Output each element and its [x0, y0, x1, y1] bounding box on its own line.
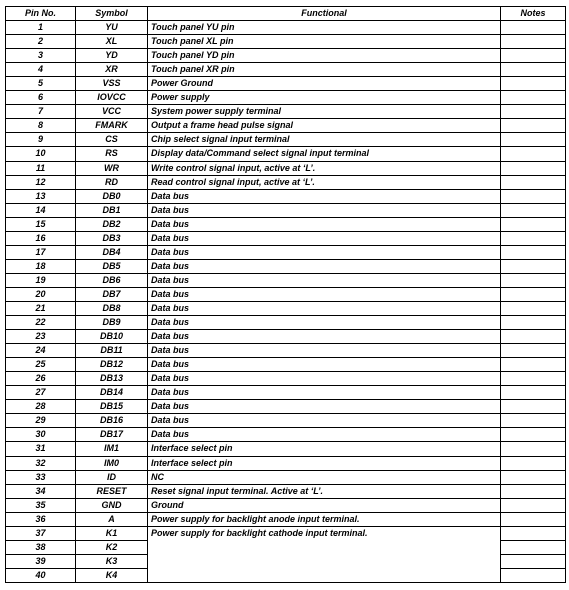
symbol-cell: DB3 [76, 231, 148, 245]
functional-cell: Touch panel YU pin [148, 21, 501, 35]
symbol-cell: K3 [76, 554, 148, 568]
symbol-cell: K4 [76, 568, 148, 582]
functional-cell: NC [148, 470, 501, 484]
functional-cell: Interface select pin [148, 442, 501, 456]
notes-cell [501, 63, 566, 77]
table-row [6, 63, 566, 77]
functional-cell: Output a frame head pulse signal [148, 119, 501, 133]
table-row [6, 217, 566, 231]
symbol-cell: DB1 [76, 203, 148, 217]
symbol-cell: DB6 [76, 273, 148, 287]
notes-cell [501, 287, 566, 301]
table-row [6, 21, 566, 35]
notes-cell [501, 428, 566, 442]
symbol-cell: XR [76, 63, 148, 77]
symbol-cell: IM1 [76, 442, 148, 456]
notes-cell [501, 21, 566, 35]
pin-number-cell: 38 [6, 540, 76, 554]
pin-number-cell: 15 [6, 217, 76, 231]
functional-cell: Interface select pin [148, 456, 501, 470]
header-row [6, 7, 566, 21]
table-row [6, 231, 566, 245]
table-row [6, 189, 566, 203]
functional-cell: Data bus [148, 372, 501, 386]
pin-number-cell: 1 [6, 21, 76, 35]
notes-cell [501, 203, 566, 217]
pin-number-cell: 4 [6, 63, 76, 77]
table-row [6, 442, 566, 456]
table-row [6, 456, 566, 470]
symbol-cell: DB5 [76, 259, 148, 273]
notes-cell [501, 344, 566, 358]
functional-cell: Touch panel XR pin [148, 63, 501, 77]
symbol-cell: IOVCC [76, 91, 148, 105]
table-row [6, 470, 566, 484]
functional-cell: Data bus [148, 231, 501, 245]
symbol-cell: GND [76, 498, 148, 512]
symbol-cell: VCC [76, 105, 148, 119]
functional-cell: Data bus [148, 400, 501, 414]
table-row [6, 203, 566, 217]
pin-number-cell: 36 [6, 512, 76, 526]
notes-cell [501, 231, 566, 245]
pin-number-cell: 23 [6, 330, 76, 344]
pin-number-cell: 13 [6, 189, 76, 203]
table-row [6, 105, 566, 119]
symbol-cell: DB13 [76, 372, 148, 386]
functional-cell: Data bus [148, 189, 501, 203]
symbol-cell: DB4 [76, 245, 148, 259]
functional-cell: Display data/Command select signal input terminal [148, 147, 501, 161]
functional-cell: Data bus [148, 301, 501, 315]
pin-number-cell: 29 [6, 414, 76, 428]
notes-cell [501, 35, 566, 49]
notes-cell [501, 400, 566, 414]
pin-number-cell: 40 [6, 568, 76, 582]
notes-cell [501, 498, 566, 512]
table-row [6, 301, 566, 315]
pin-number-cell: 28 [6, 400, 76, 414]
pin-number-cell: 32 [6, 456, 76, 470]
notes-cell [501, 330, 566, 344]
table-row [6, 428, 566, 442]
symbol-cell: DB17 [76, 428, 148, 442]
pin-number-cell: 5 [6, 77, 76, 91]
pin-number-cell: 17 [6, 245, 76, 259]
notes-cell [501, 372, 566, 386]
table-row [6, 498, 566, 512]
symbol-cell: IM0 [76, 456, 148, 470]
table-row [6, 259, 566, 273]
pin-number-cell: 33 [6, 470, 76, 484]
symbol-cell: WR [76, 161, 148, 175]
functional-cell: Data bus [148, 344, 501, 358]
table-row [6, 484, 566, 498]
symbol-cell: RD [76, 175, 148, 189]
table-row [6, 49, 566, 63]
header-functional: Functional [148, 7, 501, 21]
table-row [6, 35, 566, 49]
notes-cell [501, 147, 566, 161]
functional-cell: Data bus [148, 217, 501, 231]
pin-number-cell: 35 [6, 498, 76, 512]
notes-cell [501, 273, 566, 287]
notes-cell [501, 414, 566, 428]
pin-number-cell: 20 [6, 287, 76, 301]
notes-cell [501, 568, 566, 582]
functional-cell: Power supply for backlight cathode input terminal. [148, 526, 501, 582]
pin-number-cell: 16 [6, 231, 76, 245]
functional-cell: Touch panel XL pin [148, 35, 501, 49]
pin-number-cell: 24 [6, 344, 76, 358]
pin-number-cell: 6 [6, 91, 76, 105]
table-row [6, 386, 566, 400]
pin-number-cell: 8 [6, 119, 76, 133]
notes-cell [501, 133, 566, 147]
symbol-cell: DB10 [76, 330, 148, 344]
functional-cell: Data bus [148, 203, 501, 217]
functional-cell: Data bus [148, 259, 501, 273]
table-row [6, 512, 566, 526]
pin-number-cell: 3 [6, 49, 76, 63]
functional-cell: Chip select signal input terminal [148, 133, 501, 147]
functional-cell: Power supply [148, 91, 501, 105]
symbol-cell: DB14 [76, 386, 148, 400]
table-row [6, 372, 566, 386]
symbol-cell: K2 [76, 540, 148, 554]
symbol-cell: DB11 [76, 344, 148, 358]
table-row [6, 316, 566, 330]
notes-cell [501, 554, 566, 568]
functional-cell: Write control signal input, active at ‘L’. [148, 161, 501, 175]
symbol-cell: DB7 [76, 287, 148, 301]
pin-number-cell: 30 [6, 428, 76, 442]
notes-cell [501, 119, 566, 133]
pin-number-cell: 11 [6, 161, 76, 175]
notes-cell [501, 259, 566, 273]
pin-number-cell: 25 [6, 358, 76, 372]
functional-cell: Power Ground [148, 77, 501, 91]
symbol-cell: FMARK [76, 119, 148, 133]
notes-cell [501, 49, 566, 63]
functional-cell: Data bus [148, 358, 501, 372]
pin-number-cell: 27 [6, 386, 76, 400]
notes-cell [501, 91, 566, 105]
functional-cell: Data bus [148, 245, 501, 259]
symbol-cell: DB2 [76, 217, 148, 231]
symbol-cell: RS [76, 147, 148, 161]
notes-cell [501, 77, 566, 91]
functional-cell: System power supply terminal [148, 105, 501, 119]
notes-cell [501, 175, 566, 189]
symbol-cell: DB16 [76, 414, 148, 428]
pin-number-cell: 7 [6, 105, 76, 119]
symbol-cell: K1 [76, 526, 148, 540]
notes-cell [501, 105, 566, 119]
notes-cell [501, 358, 566, 372]
symbol-cell: ID [76, 470, 148, 484]
table-row [6, 330, 566, 344]
functional-cell: Data bus [148, 414, 501, 428]
functional-cell: Data bus [148, 316, 501, 330]
pin-number-cell: 2 [6, 35, 76, 49]
symbol-cell: A [76, 512, 148, 526]
functional-cell: Read control signal input, active at ‘L’. [148, 175, 501, 189]
pin-number-cell: 31 [6, 442, 76, 456]
notes-cell [501, 484, 566, 498]
pin-number-cell: 10 [6, 147, 76, 161]
notes-cell [501, 526, 566, 540]
table-row [6, 344, 566, 358]
pin-number-cell: 21 [6, 301, 76, 315]
functional-cell: Data bus [148, 330, 501, 344]
notes-cell [501, 301, 566, 315]
notes-cell [501, 189, 566, 203]
functional-cell: Power supply for backlight anode input terminal. [148, 512, 501, 526]
pin-number-cell: 22 [6, 316, 76, 330]
symbol-cell: RESET [76, 484, 148, 498]
notes-cell [501, 512, 566, 526]
table-row [6, 147, 566, 161]
symbol-cell: YU [76, 21, 148, 35]
table-row [6, 175, 566, 189]
functional-cell: Data bus [148, 287, 501, 301]
pin-number-cell: 9 [6, 133, 76, 147]
notes-cell [501, 161, 566, 175]
functional-cell: Ground [148, 498, 501, 512]
symbol-cell: CS [76, 133, 148, 147]
pin-number-cell: 19 [6, 273, 76, 287]
table-row [6, 287, 566, 301]
symbol-cell: DB15 [76, 400, 148, 414]
notes-cell [501, 540, 566, 554]
notes-cell [501, 245, 566, 259]
table-row [6, 273, 566, 287]
symbol-cell: DB12 [76, 358, 148, 372]
table-body [6, 21, 566, 583]
functional-cell: Touch panel YD pin [148, 49, 501, 63]
notes-cell [501, 386, 566, 400]
table-row [6, 358, 566, 372]
notes-cell [501, 316, 566, 330]
symbol-cell: XL [76, 35, 148, 49]
functional-cell: Reset signal input terminal. Active at ‘L’. [148, 484, 501, 498]
symbol-cell: VSS [76, 77, 148, 91]
symbol-cell: YD [76, 49, 148, 63]
functional-cell: Data bus [148, 273, 501, 287]
table-row [6, 133, 566, 147]
header-pin-no: Pin No. [6, 7, 76, 21]
table-row [6, 400, 566, 414]
functional-cell: Data bus [148, 386, 501, 400]
header-notes: Notes [501, 7, 566, 21]
notes-cell [501, 456, 566, 470]
table-row [6, 245, 566, 259]
table-row [6, 526, 566, 540]
functional-cell: Data bus [148, 428, 501, 442]
pin-number-cell: 12 [6, 175, 76, 189]
symbol-cell: DB8 [76, 301, 148, 315]
table-header [6, 7, 566, 21]
pin-number-cell: 18 [6, 259, 76, 273]
pin-number-cell: 26 [6, 372, 76, 386]
table-row [6, 119, 566, 133]
table-row [6, 414, 566, 428]
pin-number-cell: 39 [6, 554, 76, 568]
header-symbol: Symbol [76, 7, 148, 21]
table-row [6, 91, 566, 105]
table-row [6, 77, 566, 91]
symbol-cell: DB0 [76, 189, 148, 203]
pin-table [5, 6, 566, 583]
notes-cell [501, 217, 566, 231]
table-row [6, 161, 566, 175]
notes-cell [501, 442, 566, 456]
notes-cell [501, 470, 566, 484]
pin-number-cell: 14 [6, 203, 76, 217]
pin-number-cell: 34 [6, 484, 76, 498]
pin-number-cell: 37 [6, 526, 76, 540]
symbol-cell: DB9 [76, 316, 148, 330]
